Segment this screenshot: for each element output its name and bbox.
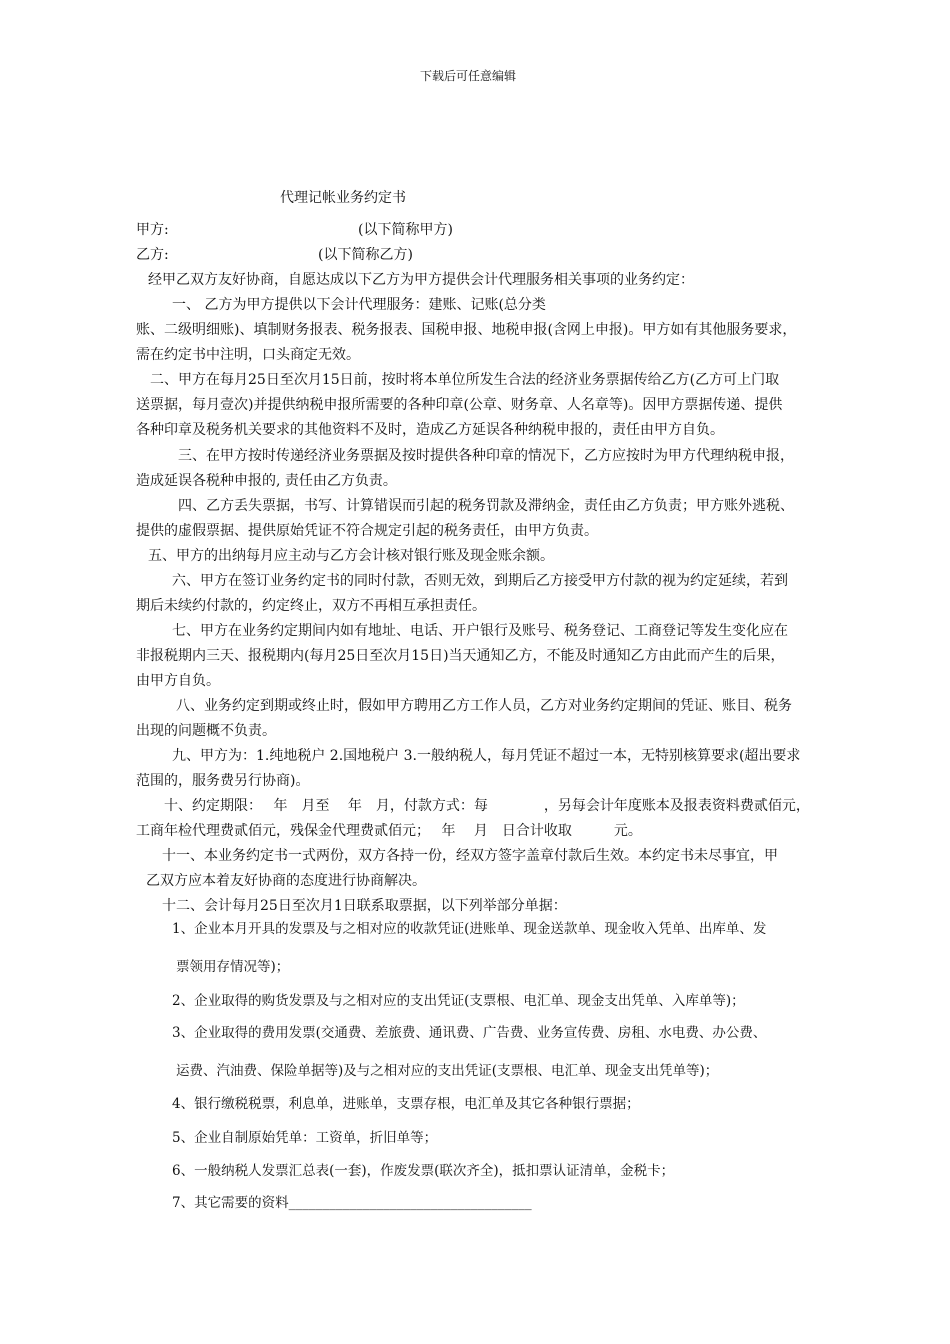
clause-line: 五、甲方的出纳每月应主动与乙方会计核对银行账及现金账余额。 xyxy=(148,548,554,564)
clause-line: 出现的问题概不负责。 xyxy=(136,723,276,739)
document-item: 3、企业取得的费用发票(交通费、差旅费、通讯费、广告费、业务宣传费、房租、水电费、办公费、 xyxy=(172,1025,767,1041)
document-item: 1、企业本月开具的发票及与之相对应的收款凭证(进账单、现金送款单、现金收入凭单、出库单、发 xyxy=(172,921,767,937)
clause-line: 造成延误各税种申报的, 责任由乙方负责。 xyxy=(136,473,397,489)
document-title: 代理记帐业务约定书 xyxy=(280,190,406,206)
intro-paragraph: 经甲乙双方友好协商，自愿达成以下乙方为甲方提供会计代理服务相关事项的业务约定： xyxy=(148,272,694,288)
document-item: 票领用存情况等)； xyxy=(176,959,290,975)
document-item: 5、企业自制原始凭单：工资单，折旧单等； xyxy=(172,1130,438,1146)
party-b-note: (以下简称乙方) xyxy=(318,247,413,263)
document-item: 4、银行缴税税票，利息单，进账单，支票存根，电汇单及其它各种银行票据； xyxy=(172,1096,640,1112)
clause-line: 六、甲方在签订业务约定书的同时付款，否则无效，到期后乙方接受甲方付款的视为约定延续，若到 xyxy=(172,573,788,589)
party-a-note: (以下简称甲方) xyxy=(358,222,453,238)
document-item: 2、企业取得的购货发票及与之相对应的支出凭证(支票根、电汇单、现金支出凭单、入库单等)； xyxy=(172,993,745,1009)
clause-line: 账、二级明细账)、填制财务报表、税务报表、国税申报、地税申报(含网上申报)。甲方如有其他服务要求， xyxy=(136,322,797,338)
clause-line: 工商年检代理费贰佰元，残保金代理费贰佰元； 年 月 日合计收取 元。 xyxy=(136,823,642,839)
clause-line: 二、甲方在每月25日至次月15日前，按时将本单位所发生合法的经济业务票据传给乙方(乙方可上门取 xyxy=(150,372,780,388)
clause-line: 三、在甲方按时传递经济业务票据及按时提供各种印章的情况下，乙方应按时为甲方代理纳税申报， xyxy=(178,448,794,464)
clause-line: 提供的虚假票据、提供原始凭证不符合规定引起的税务责任，由甲方负责。 xyxy=(136,523,598,539)
clause-line: 十、约定期限： 年 月至 年 月，付款方式：每 ，另每会计年度账本及报表资料费贰佰元， xyxy=(164,798,810,814)
document-item: 运费、汽油费、保险单据等)及与之相对应的支出凭证(支票根、电汇单、现金支出凭单等)； xyxy=(176,1063,719,1079)
clause-line: 送票据，每月壹次)并提供纳税申报所需要的各种印章(公章、财务章、人名章等)。因甲方票据传递、提供 xyxy=(136,397,783,413)
document-item: 6、一般纳税人发票汇总表(一套)，作废发票(联次齐全)，抵扣票认证清单，金税卡； xyxy=(172,1163,675,1179)
clause-line: 各种印章及税务机关要求的其他资料不及时，造成乙方延误各种纳税申报的，责任由甲方自负。 xyxy=(136,422,724,438)
header-note: 下载后可任意编辑 xyxy=(420,69,517,83)
clause-line: 非报税期内三天、报税期内(每月25日至次月15日)当天通知乙方，不能及时通知乙方由此而产生的后果， xyxy=(136,648,785,664)
clause-line: 四、乙方丢失票据，书写、计算错误而引起的税务罚款及滞纳金，责任由乙方负责；甲方账外逃税、 xyxy=(178,498,794,514)
clause-line: 一、 乙方为甲方提供以下会计代理服务：建账、记账(总分类 xyxy=(172,297,546,313)
clause-line: 期后未续约付款的，约定终止，双方不再相互承担责任。 xyxy=(136,598,486,614)
clause-line: 十一、本业务约定书一式两份，双方各持一份，经双方签字盖章付款后生效。本约定书未尽事宜，甲 xyxy=(162,848,778,864)
document-item: 7、其它需要的资料____________________________________ xyxy=(172,1195,532,1211)
clause-line: 七、甲方在业务约定期间内如有地址、电话、开户银行及账号、税务登记、工商登记等发生变化应在 xyxy=(172,623,788,639)
clause-line: 范围的，服务费另行协商)。 xyxy=(136,773,310,789)
clause-line: 需在约定书中注明，口头商定无效。 xyxy=(136,347,360,363)
clause-line: 八、业务约定到期或终止时，假如甲方聘用乙方工作人员，乙方对业务约定期间的凭证、账目、税务 xyxy=(176,698,792,714)
clause-line: 乙双方应本着友好协商的态度进行协商解决。 xyxy=(146,873,426,889)
party-b-label: 乙方: xyxy=(136,247,169,263)
clause-line: 十二、会计每月25日至次月1日联系取票据，以下列举部分单据： xyxy=(162,898,567,914)
party-a-label: 甲方: xyxy=(136,222,169,238)
clause-line: 由甲方自负。 xyxy=(136,673,220,689)
clause-line: 九、甲方为：1.纯地税户 2.国地税户 3.一般纳税人，每月凭证不超过一本，无特别核算要求(超出要求 xyxy=(172,748,801,764)
